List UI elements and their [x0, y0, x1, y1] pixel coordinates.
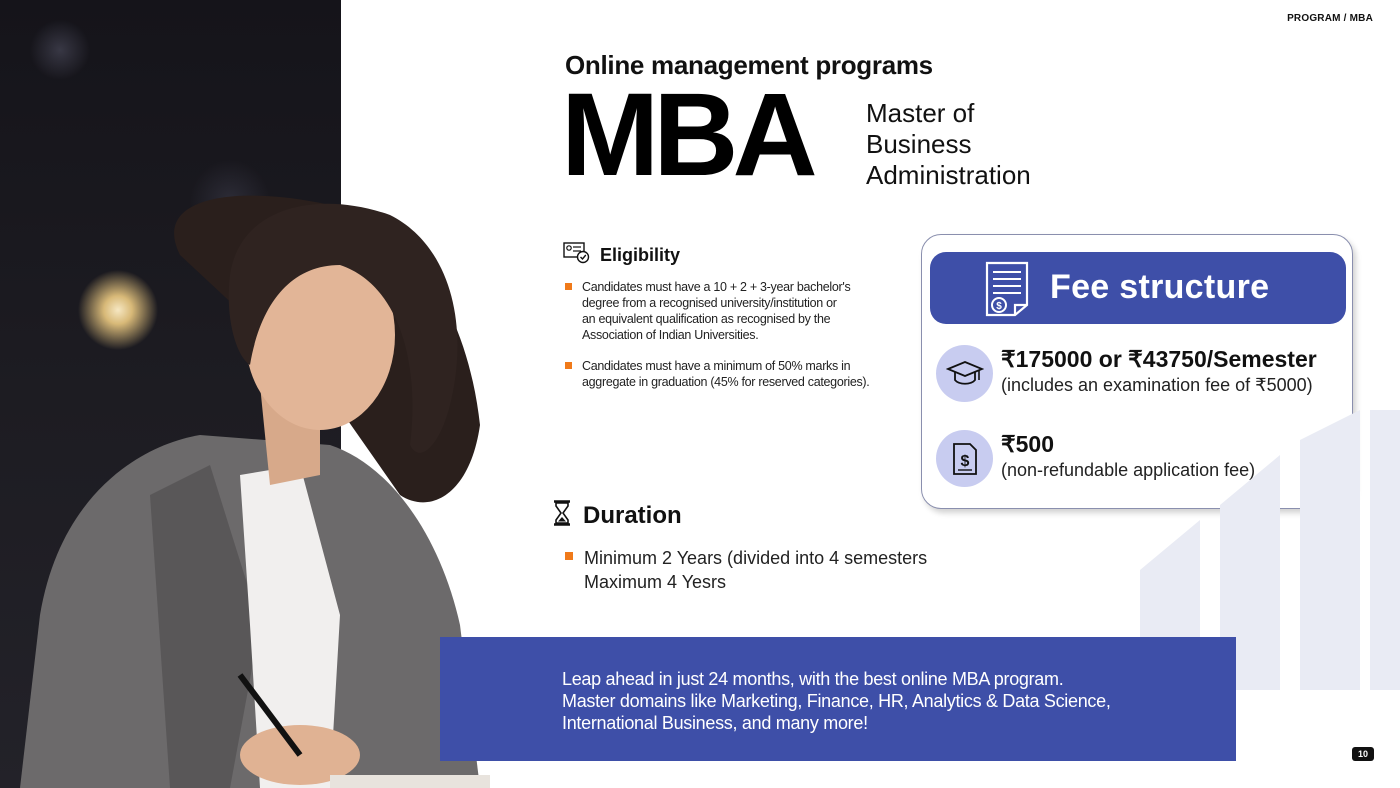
fee-structure-header [930, 252, 1346, 324]
banner-line: Master domains like Marketing, Finance, HR, Analytics & Data Science, [562, 691, 1111, 711]
svg-text:$: $ [960, 452, 969, 470]
eligibility-line: Candidates must have a 10 + 2 + 3-year bachelor's [582, 280, 851, 294]
duration-heading [553, 500, 682, 531]
svg-text:$: $ [996, 301, 1002, 312]
duration-line: Minimum 2 Years (divided into 4 semesters [584, 548, 928, 568]
eligibility-item [565, 358, 895, 390]
eligibility-list [565, 279, 895, 405]
banner-line: International Business, and many more! [562, 713, 868, 733]
eligibility-line: an equivalent qualification as recognised by the [582, 312, 831, 326]
fee-document-icon [984, 261, 1030, 322]
promo-banner [440, 637, 1236, 761]
duration-text [565, 546, 927, 594]
page-number: 10 [1352, 747, 1374, 761]
program-full-name-line: Administration [866, 160, 1031, 190]
graduation-cap-icon [936, 345, 993, 402]
program-full-name-line: Business [866, 129, 972, 159]
page-subtitle: Online management programs [565, 50, 933, 80]
banner-line: Leap ahead in just 24 months, with the best online MBA program. [562, 669, 1064, 689]
fee-note: (non-refundable application fee) [1001, 460, 1256, 480]
eligibility-line: degree from a recognised university/institution or [582, 296, 837, 310]
fee-item [936, 430, 1256, 487]
fee-structure-title: Fee structure [1050, 268, 1270, 306]
fee-amount: ₹175000 or ₹43750/Semester [1001, 346, 1317, 372]
hourglass-icon [553, 500, 571, 531]
eligibility-line: aggregate in graduation (45% for reserved categories). [582, 375, 870, 389]
eligibility-line: Candidates must have a minimum of 50% marks in [582, 359, 851, 373]
certificate-icon [563, 242, 590, 269]
fee-amount: ₹500 [1001, 431, 1055, 457]
program-full-name [866, 98, 1031, 191]
program-full-name-line: Master of [866, 98, 975, 128]
fee-item [936, 345, 1317, 402]
fee-note: (includes an examination fee of ₹5000) [1001, 375, 1313, 395]
page-tag: PROGRAM / MBA [1287, 13, 1373, 24]
eligibility-title: Eligibility [600, 245, 681, 265]
student-writing-photo [0, 195, 500, 788]
program-title: MBA [561, 69, 812, 201]
eligibility-heading [563, 242, 680, 269]
banner-text [562, 668, 1111, 734]
duration-title: Duration [583, 501, 682, 529]
invoice-dollar-icon [936, 430, 993, 487]
eligibility-item [565, 279, 895, 343]
fee-item-text [1001, 345, 1317, 397]
eligibility-line: Association of Indian Universities. [582, 328, 759, 342]
duration-line: Maximum 4 Yesrs [584, 572, 727, 592]
